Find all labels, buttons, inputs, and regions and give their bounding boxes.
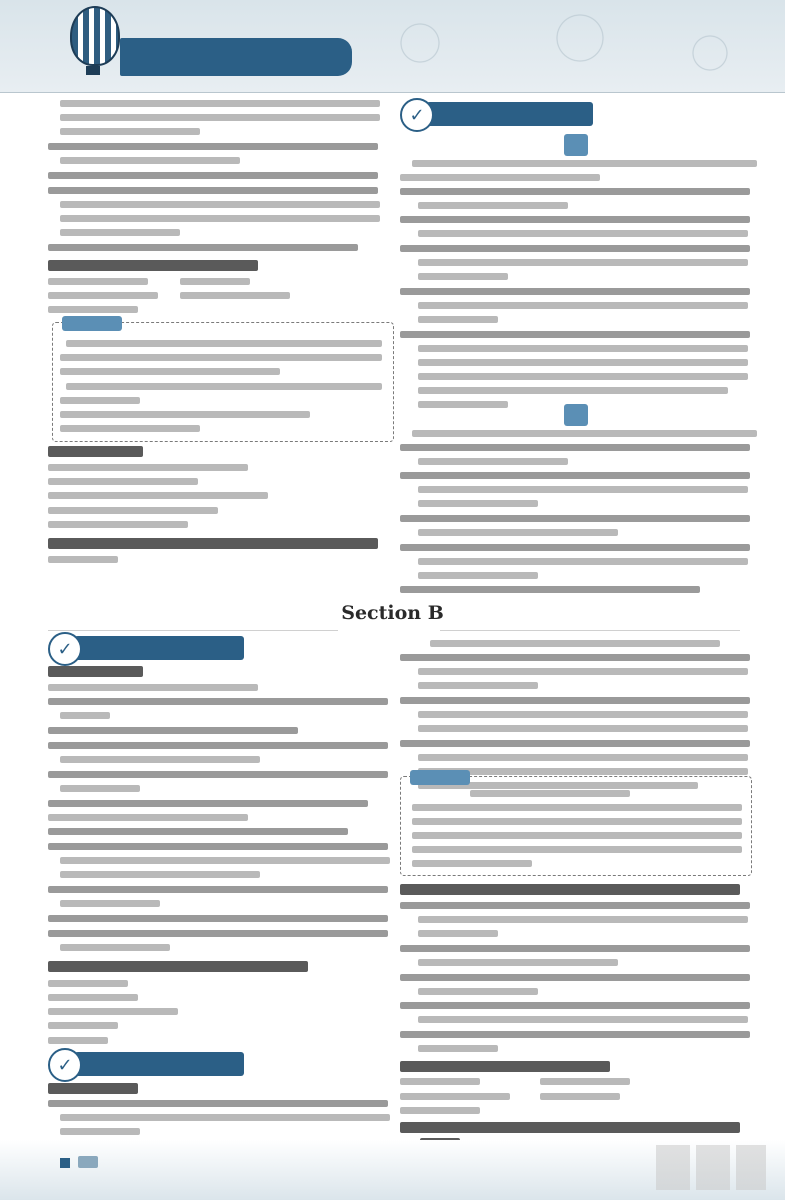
- sub-heading-bar: [400, 884, 740, 895]
- sub-heading-bar: [48, 1083, 138, 1094]
- check-icon: ✓: [48, 632, 82, 666]
- balloon-basket-icon: [86, 66, 100, 75]
- top-banner: [0, 0, 785, 93]
- left-answers-4: [48, 556, 118, 563]
- page-number-mark: [78, 1156, 98, 1168]
- section-rule-left: [48, 630, 338, 631]
- sub-heading-bar: [48, 260, 258, 271]
- section-pill: [418, 102, 593, 126]
- check-icon: ✓: [400, 98, 434, 132]
- letter-box: [564, 404, 588, 426]
- check-icon: ✓: [48, 1048, 82, 1082]
- banner-decoration: [380, 8, 770, 88]
- section-pill: [66, 636, 244, 660]
- sub-heading-bar: [48, 961, 308, 972]
- sub-heading-bar: [400, 1122, 740, 1133]
- sub-heading-bar: [48, 538, 378, 549]
- note-tag: [62, 316, 122, 331]
- section-title: Section B: [341, 602, 444, 624]
- header-band: [120, 38, 352, 76]
- letter-box: [564, 134, 588, 156]
- balloon-icon: [70, 6, 120, 66]
- section-rule-right: [440, 630, 740, 631]
- note-tag: [410, 770, 470, 785]
- sub-heading-bar: [48, 666, 143, 677]
- page-marker-icon: [60, 1158, 70, 1168]
- sub-heading-bar: [400, 1061, 610, 1072]
- watermark: [650, 1145, 770, 1190]
- section-pill: [66, 1052, 244, 1076]
- sub-heading-bar: [48, 446, 143, 457]
